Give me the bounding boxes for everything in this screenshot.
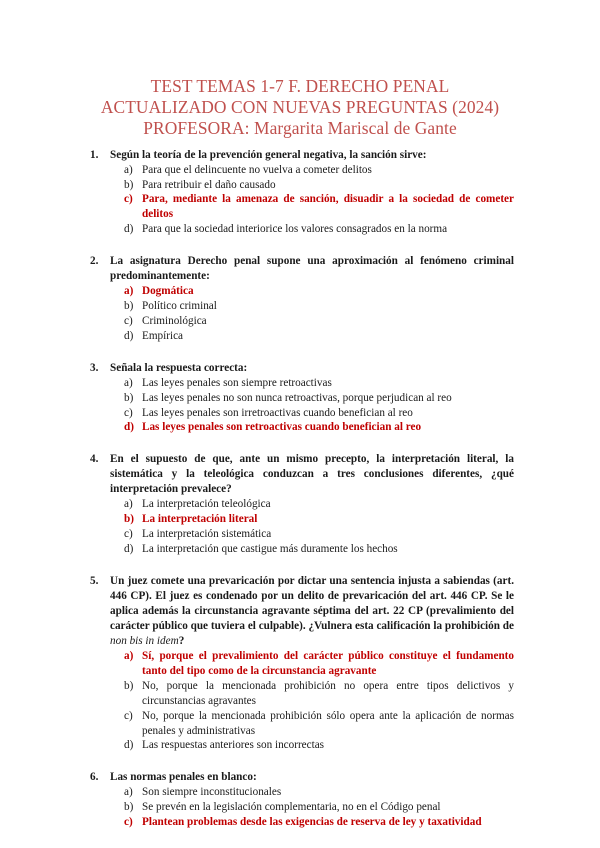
option-a-correct: a) Dogmática — [124, 285, 194, 298]
option-a: a) Las leyes penales son siempre retroactivas — [124, 376, 332, 389]
question-number: 3. — [90, 361, 99, 374]
option-b: b) Las leyes penales no son nunca retroactivas, porque perjudican al reo — [124, 391, 452, 404]
question-5 — [86, 574, 514, 753]
question-text: Señala la respuesta correcta: — [110, 361, 248, 374]
option-c: c) La interpretación sistemática — [124, 528, 272, 541]
question-text: Según la teoría de la prevención general negativa, la sanción sirve: — [110, 148, 427, 161]
document-title — [86, 0, 514, 140]
question-text: Un juez comete una prevaricación por dictar una sentencia injusta a sabiendas (art. 446 CP). El juez es condenado por un delito de prevaricación del art. 446 CP. Se le aplica además la circunstancia agravante séptima del art. 22 CP (prevalimiento del carácter público que tuviera el culpable). ¿Vulnera esta calificación la prohibición de non bis in idem? — [110, 575, 514, 648]
option-c-correct: c) Para, mediante la amenaza de sanción, disuadir a la sociedad de cometer delitos — [124, 193, 514, 221]
option-d: d) La interpretación que castigue más duramente los hechos — [124, 543, 398, 556]
option-d: d) Las respuestas anteriores son incorrectas — [124, 739, 325, 752]
option-a: a) Para que el delincuente no vuelva a cometer delitos — [124, 163, 372, 176]
title-line-1: TEST TEMAS 1-7 F. DERECHO PENAL — [150, 76, 450, 96]
option-a: a) La interpretación teleológica — [124, 498, 271, 511]
option-c: c) Criminológica — [124, 314, 207, 327]
option-c: c) No, porque la mencionada prohibición sólo opera ante la aplicación de normas penales y administrativas — [124, 709, 514, 737]
title-line-2: ACTUALIZADO CON NUEVAS PREGUNTAS (2024) — [100, 97, 500, 118]
question-text: Las normas penales en blanco: — [110, 771, 257, 784]
option-a-correct: a) Sí, porque el prevalimiento del carácter público constituye el fundamento tanto del tipo como de la circunstancia agravante — [124, 650, 514, 677]
question-number: 5. — [90, 575, 99, 588]
question-list — [86, 148, 514, 830]
question-3 — [86, 361, 514, 436]
question-2 — [86, 254, 514, 344]
option-d: d) Empírica — [124, 329, 184, 342]
option-b: b) No, porque la mencionada prohibición no opera entre tipos delictivos y circunstancias agravantes — [124, 679, 514, 707]
question-4 — [86, 452, 514, 557]
question-number: 4. — [90, 453, 99, 466]
option-b: b) Político criminal — [124, 300, 217, 313]
option-c-correct: c) Plantean problemas desde las exigencias de reserva de ley y taxatividad — [124, 816, 482, 829]
question-text: En el supuesto de que, ante un mismo precepto, la interpretación literal, la sistemática y la teleológica conduzcan a tres conclusiones diferentes, ¿qué interpretación prevalece? — [110, 453, 514, 496]
option-d-correct: d) Las leyes penales son retroactivas cuando benefician al reo — [124, 421, 422, 434]
question-number: 6. — [90, 771, 99, 784]
question-1 — [86, 148, 514, 238]
question-number: 1. — [90, 148, 99, 161]
question-number: 2. — [90, 255, 99, 268]
option-b: b) Se prevén en la legislación complementaria, no en el Código penal — [124, 801, 441, 814]
latin-term: non bis in idem — [110, 635, 179, 648]
title-line-3: PROFESORA: Margarita Mariscal de Gante — [143, 118, 457, 139]
option-b-correct: b) La interpretación literal — [124, 513, 258, 526]
option-d: d) Para que la sociedad interiorice los valores consagrados en la norma — [124, 223, 448, 236]
option-a: a) Son siempre inconstitucionales — [124, 786, 282, 799]
question-text: La asignatura Derecho penal supone una aproximación al fenómeno criminal predominantemente: — [110, 255, 514, 283]
option-c: c) Las leyes penales son irretroactivas cuando benefician al reo — [124, 406, 413, 419]
question-6 — [86, 770, 514, 830]
option-b: b) Para retribuir el daño causado — [124, 178, 276, 191]
